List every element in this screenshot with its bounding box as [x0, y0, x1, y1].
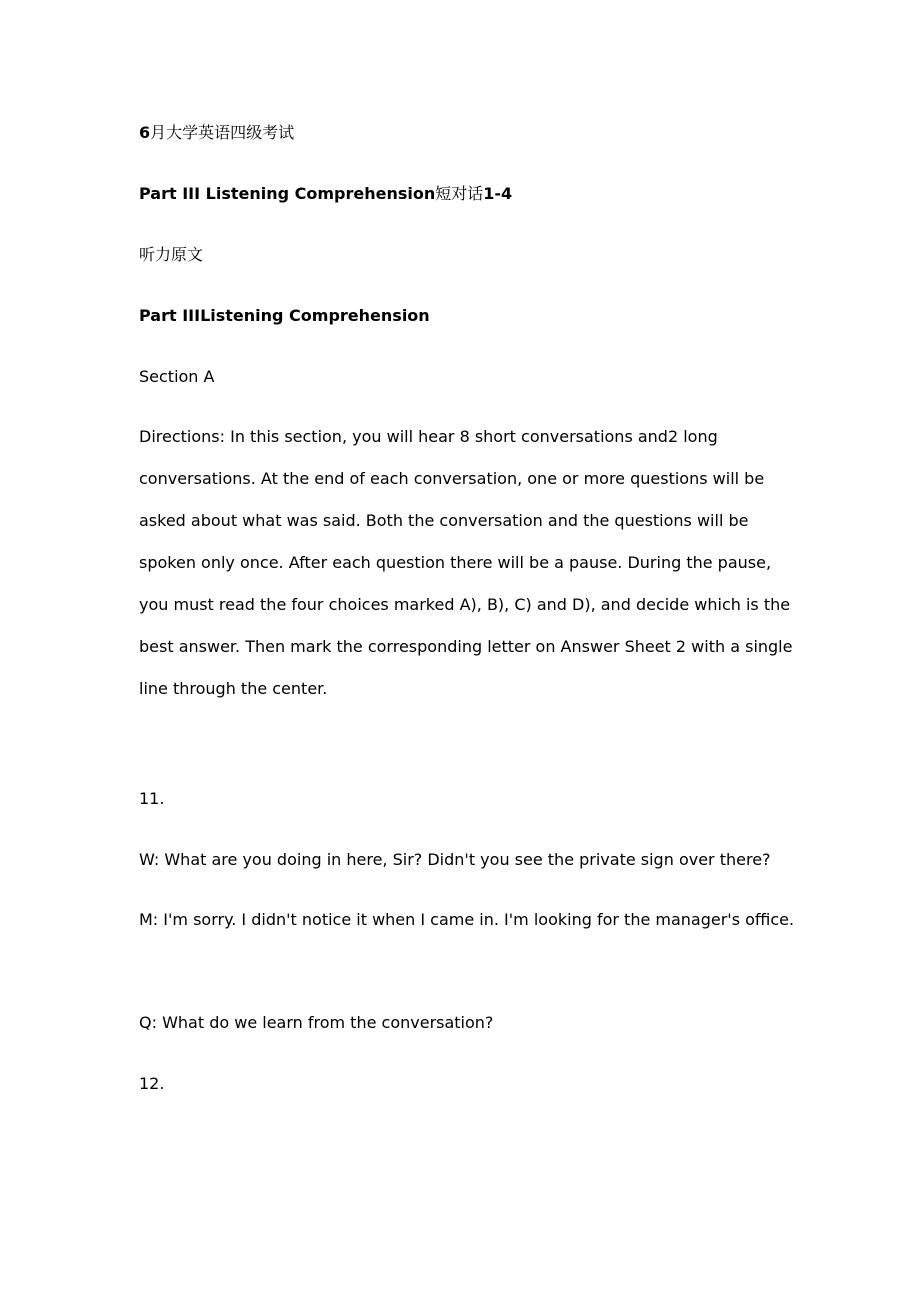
part-heading-secondary: Part IIIListening Comprehension: [139, 306, 430, 325]
item-12-number: 12.: [139, 1074, 165, 1093]
part-heading-chinese: 短对话: [435, 184, 484, 203]
directions-paragraph: Directions: In this section, you will hear 8 short conversations and2 long conversations. At the end of each conversation, one or more questions will be asked about what was said. Both the conversation and the questions will be spoken only once. After each question there will be a pause. During the pause, you must read the four choices marked A), B), C) and D), and decide which is the best answer. Then mark the corresponding letter on Answer Sheet 2 with a single line through the center.: [139, 427, 793, 698]
transcript-label: 听力原文: [139, 245, 204, 264]
part-heading-english: Part III Listening Comprehension: [139, 184, 436, 203]
document-title: [139, 122, 799, 144]
part-heading-range: 1-4: [483, 184, 513, 203]
section-label: Section A: [139, 367, 215, 386]
title-text: 月大学英语四级考试: [150, 123, 295, 142]
title-number: 6: [139, 123, 151, 142]
part-heading: [139, 183, 799, 205]
item-11-number: 11.: [139, 789, 165, 808]
item-11-woman-line: W: What are you doing in here, Sir? Didn't you see the private sign over there?: [139, 850, 771, 869]
item-11-question: Q: What do we learn from the conversation?: [139, 1013, 494, 1032]
item-11-man-line: M: I'm sorry. I didn't notice it when I came in. I'm looking for the manager's office.: [139, 910, 795, 929]
